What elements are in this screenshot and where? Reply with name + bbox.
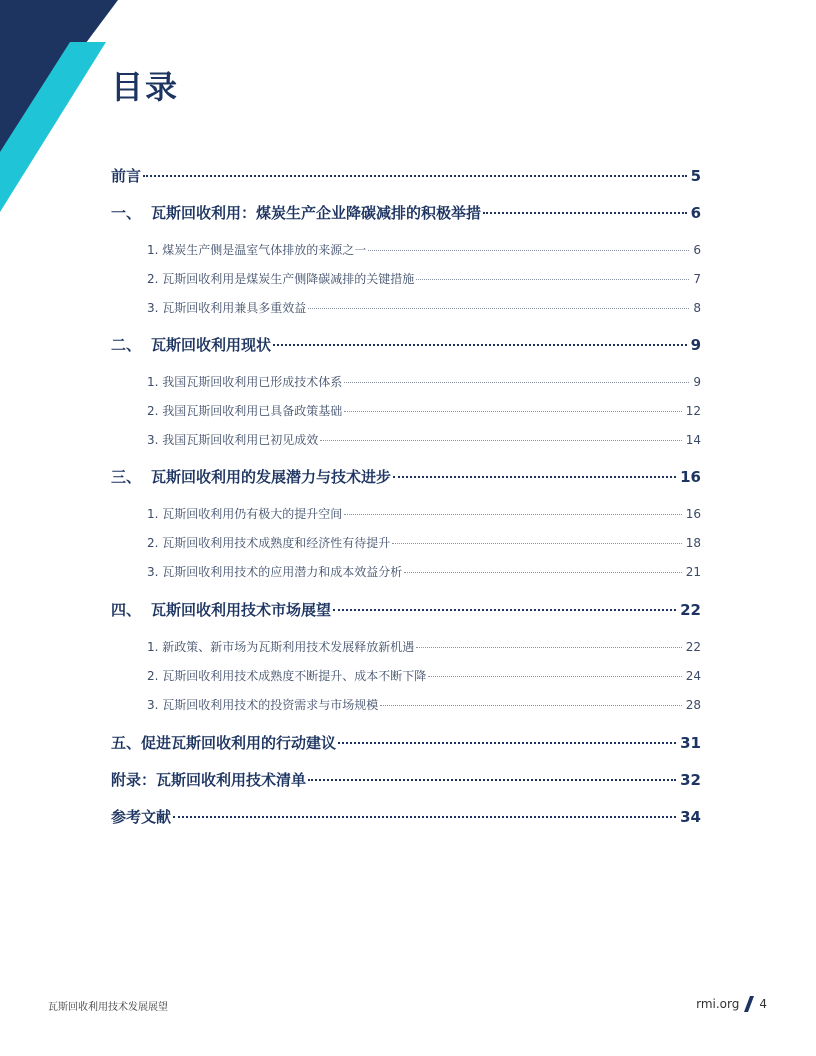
toc-leader-dots: [393, 476, 676, 478]
footer-page-info: [696, 996, 767, 1012]
toc-entry-page: 32: [680, 771, 701, 789]
footer-page-number: 4: [759, 997, 767, 1011]
toc-leader-dots: [344, 514, 681, 515]
toc-entry-label: 2. 瓦斯回收利用技术成熟度和经济性有待提升: [147, 536, 391, 550]
toc-leader-dots: [143, 175, 687, 177]
toc-leader-dots: [404, 572, 681, 573]
toc-section-entry[interactable]: [147, 270, 701, 287]
toc-chapter-entry[interactable]: [111, 806, 701, 827]
toc-entry-page: 22: [680, 601, 701, 619]
toc-section-entry[interactable]: [147, 534, 701, 551]
toc-entry-label: 3. 瓦斯回收利用技术的投资需求与市场规模: [147, 698, 379, 712]
toc-entry-label: 附录：瓦斯回收利用技术清单: [111, 771, 307, 789]
toc-entry-page: 6: [690, 204, 701, 222]
toc-leader-dots: [368, 250, 689, 251]
toc-entry-label: 瓦斯回收利用技术市场展望: [151, 601, 332, 619]
toc-entry-number: 三、: [111, 468, 142, 486]
toc-entry-page: 5: [690, 167, 701, 185]
toc-entry-label: 3. 我国瓦斯回收利用已初见成效: [147, 433, 319, 447]
toc-leader-dots: [392, 543, 681, 544]
toc-leader-dots: [273, 344, 687, 346]
toc-leader-dots: [344, 411, 681, 412]
toc-entry-label: 1. 瓦斯回收利用仍有极大的提升空间: [147, 507, 343, 521]
toc-entry-page: 9: [693, 375, 701, 389]
toc-chapter-entry[interactable]: [111, 732, 701, 753]
toc-entry-page: 22: [685, 640, 701, 654]
toc-entry-page: 8: [693, 301, 701, 315]
toc-entry-page: 24: [685, 669, 701, 683]
page-title: 目录: [111, 68, 180, 106]
toc-section-entry[interactable]: [147, 431, 701, 448]
toc-entry-label: 1. 新政策、新市场为瓦斯利用技术发展释放新机遇: [147, 640, 415, 654]
toc-leader-dots: [380, 705, 681, 706]
toc-leader-dots: [338, 742, 676, 744]
corner-graphic: [0, 0, 140, 220]
toc-entry-page: 7: [693, 272, 701, 286]
toc-section-entry[interactable]: [147, 505, 701, 522]
footer-report-title: 瓦斯回收利用技术发展展望: [48, 1002, 168, 1013]
toc-section-entry[interactable]: [147, 667, 701, 684]
toc-entry-page: 18: [685, 536, 701, 550]
toc-leader-dots: [308, 779, 676, 781]
toc-entry-label: 1. 煤炭生产侧是温室气体排放的来源之一: [147, 243, 367, 257]
toc-entry-number: 二、: [111, 336, 142, 354]
toc-section-entry[interactable]: [147, 563, 701, 580]
toc-entry-label: 3. 瓦斯回收利用兼具多重效益: [147, 301, 307, 315]
toc-entry-page: 31: [680, 734, 701, 752]
toc-entry-label: 1. 我国瓦斯回收利用已形成技术体系: [147, 375, 343, 389]
toc-entry-label: 参考文献: [111, 808, 172, 826]
slash-icon: [743, 996, 755, 1012]
toc-entry-label: 瓦斯回收利用现状: [151, 336, 272, 354]
toc-leader-dots: [344, 382, 689, 383]
footer-site[interactable]: rmi.org: [696, 997, 740, 1011]
toc-leader-dots: [416, 647, 681, 648]
toc-chapter-entry[interactable]: [111, 334, 701, 355]
toc-section-entry[interactable]: [147, 373, 701, 390]
toc-leader-dots: [416, 279, 689, 280]
toc-leader-dots: [483, 212, 687, 214]
toc-section-entry[interactable]: [147, 241, 701, 258]
toc-entry-number: 一、: [111, 204, 142, 222]
toc-entry-label: 2. 瓦斯回收利用是煤炭生产侧降碳减排的关键措施: [147, 272, 415, 286]
toc-leader-dots: [333, 609, 676, 611]
toc-entry-label: 前言: [111, 167, 142, 185]
toc-entry-label: 2. 我国瓦斯回收利用已具备政策基础: [147, 404, 343, 418]
toc-section-entry[interactable]: [147, 402, 701, 419]
toc-chapter-entry[interactable]: [111, 769, 701, 790]
toc-entry-page: 16: [685, 507, 701, 521]
toc-entry-label: 五、促进瓦斯回收利用的行动建议: [111, 734, 337, 752]
toc-entry-page: 16: [680, 468, 701, 486]
toc-entry-page: 9: [690, 336, 701, 354]
toc-leader-dots: [428, 676, 681, 677]
toc-entry-page: 12: [685, 404, 701, 418]
toc-chapter-entry[interactable]: [111, 599, 701, 620]
toc-entry-label: 3. 瓦斯回收利用技术的应用潜力和成本效益分析: [147, 565, 403, 579]
toc-chapter-entry[interactable]: [111, 466, 701, 487]
toc-entry-page: 14: [685, 433, 701, 447]
toc-chapter-entry[interactable]: [111, 165, 701, 186]
toc-entry-label: 2. 瓦斯回收利用技术成熟度不断提升、成本不断下降: [147, 669, 427, 683]
toc-leader-dots: [173, 816, 676, 818]
toc-leader-dots: [320, 440, 681, 441]
toc-section-entry[interactable]: [147, 299, 701, 316]
toc-entry-page: 34: [680, 808, 701, 826]
toc-section-entry[interactable]: [147, 696, 701, 713]
toc-entry-page: 6: [693, 243, 701, 257]
toc-entry-page: 28: [685, 698, 701, 712]
toc-entry-page: 21: [685, 565, 701, 579]
toc-section-entry[interactable]: [147, 638, 701, 655]
toc-entry-label: 瓦斯回收利用的发展潜力与技术进步: [151, 468, 392, 486]
toc-entry-number: 四、: [111, 601, 142, 619]
toc-entry-label: 瓦斯回收利用：煤炭生产企业降碳减排的积极举措: [151, 204, 482, 222]
toc-leader-dots: [308, 308, 689, 309]
toc-chapter-entry[interactable]: [111, 202, 701, 223]
